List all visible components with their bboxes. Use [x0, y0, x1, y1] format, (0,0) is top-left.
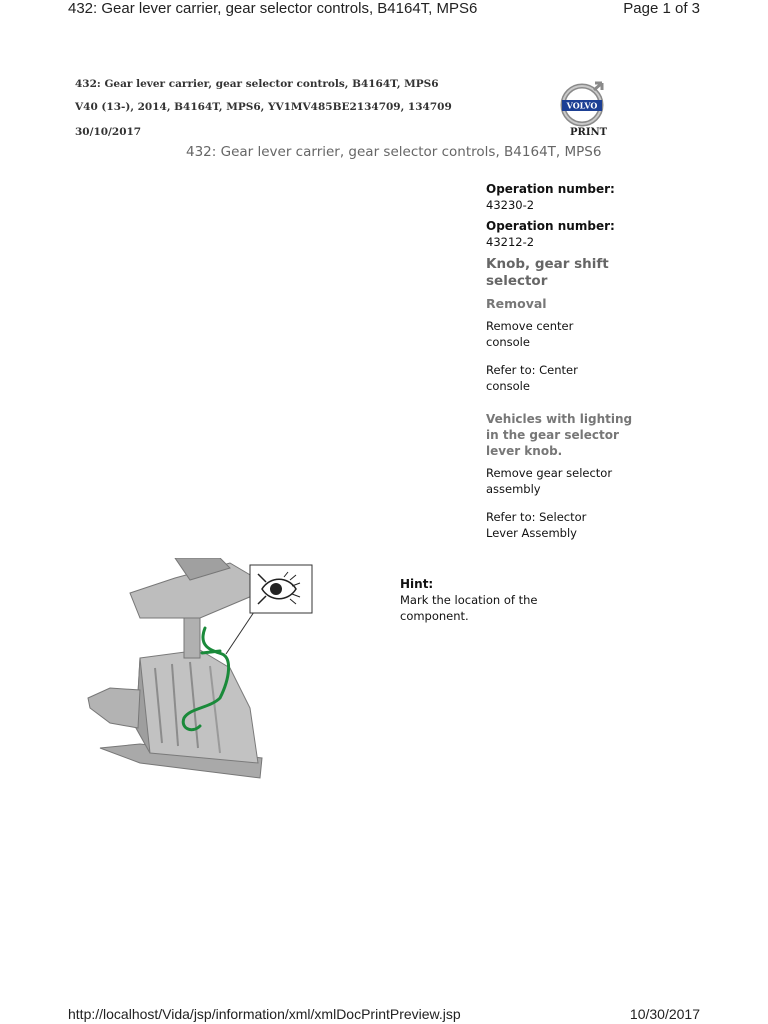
print-footer-date: 10/30/2017	[629, 1006, 700, 1022]
operation-number: 43230-2	[486, 198, 535, 212]
doc-header-date: 30/10/2017	[75, 126, 142, 138]
operation-block-2	[486, 218, 636, 250]
print-footer-url: http://localhost/Vida/jsp/information/xml/xmlDocPrintPreview.jsp	[68, 1006, 461, 1022]
logo-text: VOLVO	[566, 100, 598, 111]
operation-number: 43212-2	[486, 235, 535, 249]
eye-inspect-icon	[254, 568, 310, 610]
section-title: Knob, gear shift selector	[486, 256, 609, 289]
hint-label: Hint:	[400, 577, 434, 591]
step-text: Remove center console	[486, 319, 574, 349]
print-header-title: 432: Gear lever carrier, gear selector controls, B4164T, MPS6	[68, 0, 478, 17]
hint-block	[400, 576, 600, 624]
document-title: 432: Gear lever carrier, gear selector controls, B4164T, MPS6	[186, 144, 602, 160]
reference-text: Refer to: Center console	[486, 363, 578, 393]
doc-header-vehicle: V40 (13-), 2014, B4164T, MPS6, YV1MV485BE2134709, 134709	[75, 101, 452, 113]
operation-block-1	[486, 181, 636, 213]
print-page-number: Page 1 of 3	[623, 0, 700, 17]
gear-selector-illustration	[80, 558, 320, 798]
hint-text: Mark the location of the component.	[400, 593, 538, 623]
reference-text: Refer to: Selector Lever Assembly	[486, 510, 587, 540]
subsection-title: Removal	[486, 296, 547, 311]
print-label: PRINT	[570, 127, 608, 138]
operation-label: Operation number:	[486, 219, 615, 233]
doc-header-title: 432: Gear lever carrier, gear selector controls, B4164T, MPS6	[75, 78, 439, 90]
vehicles-note: Vehicles with lighting in the gear selector lever knob.	[486, 412, 633, 458]
operation-label: Operation number:	[486, 182, 615, 196]
step-text: Remove gear selector assembly	[486, 466, 613, 496]
